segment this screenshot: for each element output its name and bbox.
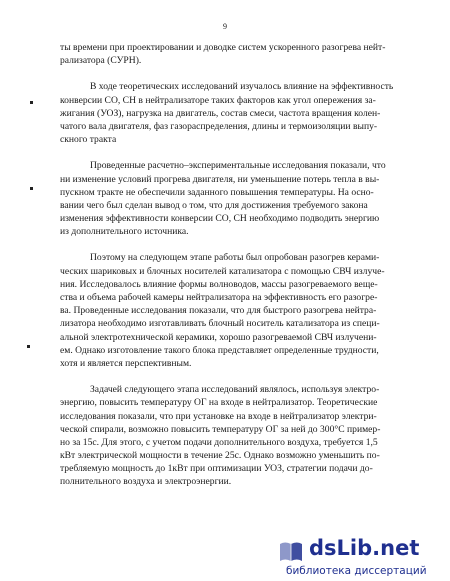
text-line: ния. Исследовалось влияние формы волноводов, массы разогреваемого веще- [60, 278, 378, 290]
text-line: требляемую мощность до 1кВт при оптимизации УОЗ, стратегии подачи до- [60, 463, 373, 475]
paragraph [60, 41, 414, 67]
text-line: исследования показали, что при установке на входе в нейтрализатор электри- [60, 410, 377, 422]
open-book-icon [278, 538, 304, 564]
paragraph [60, 80, 414, 146]
text-line: из дополнительного источника. [60, 226, 189, 238]
watermark-title: dsLib.net [309, 536, 420, 560]
text-line: вании чего был сделан вывод о том, что для достижения требуемого закона [60, 199, 368, 211]
paragraph [60, 251, 414, 370]
text-line: конверсии СО, СН в нейтрализаторе таких факторов как угол опережения за- [60, 94, 376, 106]
margin-mark [27, 345, 30, 348]
watermark-subtitle: библиотека диссертаций [286, 565, 427, 577]
text-line: ческой спирали, возможно повысить температуру ОГ за ней до 300°С пример- [60, 423, 381, 435]
dslib-watermark[interactable] [278, 538, 450, 581]
text-line: Задачей следующего этапа исследований являлось, используя электро- [90, 384, 380, 396]
text-line: ва. Проведенные исследования показали, что для быстрого разогрева нейтра- [60, 305, 377, 317]
text-line: энергию, повысить температуру ОГ на входе в нейтрализатор. Теоретические [60, 397, 378, 409]
text-line: полнительного воздуха и электроэнергии. [60, 476, 232, 488]
text-line: В ходе теоретических исследований изучалось влияние на эффективность [90, 81, 394, 93]
page-number: 9 [223, 22, 227, 31]
paragraph [60, 383, 414, 489]
text-line: но за 15с. Для этого, с учетом подачи дополнительного воздуха, требуется 1,5 [60, 436, 378, 448]
text-line: ем. Однако изготовление такого блока представляет определенные трудности, [60, 344, 379, 356]
text-line: жигания (УОЗ), нагрузка на двигатель, состав смеси, частота вращения колен- [60, 107, 381, 119]
text-line: чатого вала двигателя, фаз газораспределения, длины и термоизоляции выпу- [60, 120, 378, 132]
text-line: рализатора (СУРН). [60, 55, 142, 67]
text-line: Проведенные расчетно–экспериментальные исследования показали, что [90, 160, 386, 172]
text-line: ства и объема рабочей камеры нейтрализатора на эффективность его разогре- [60, 292, 378, 303]
text-line: ни изменение условий прогрева двигателя, ни уменьшение потерь тепла в вы- [60, 173, 380, 185]
document-body [60, 41, 414, 489]
text-line: альной электротехнической керамики, хорошо разогреваемой СВЧ излучени- [60, 331, 377, 343]
margin-mark [30, 187, 33, 190]
text-line: пускном тракте не обеспечили заданного повышения температуры. На осно- [60, 186, 374, 198]
text-line: изменения эффективности конверсии СО, СН необходимо подводить энергию [60, 213, 380, 225]
text-line: Поэтому на следующем этапе работы был опробован разогрев керами- [90, 252, 380, 264]
text-line: скного тракта [60, 134, 117, 146]
text-line: хотя и является перспективным. [60, 357, 192, 369]
text-line: лизатора необходимо изготавливать блочный носитель катализатора из специ- [60, 318, 380, 330]
text-line: ческих шариковых и блочных носителей катализатора с помощью СВЧ излуче- [60, 265, 385, 277]
text-line: кВт электрической мощности в течение 25с. Однако возможно уменьшить по- [60, 450, 380, 462]
paragraph [60, 159, 414, 238]
text-line: ты времени при проектировании и доводке систем ускоренного разогрева нейт- [60, 42, 386, 53]
margin-mark [30, 101, 33, 104]
